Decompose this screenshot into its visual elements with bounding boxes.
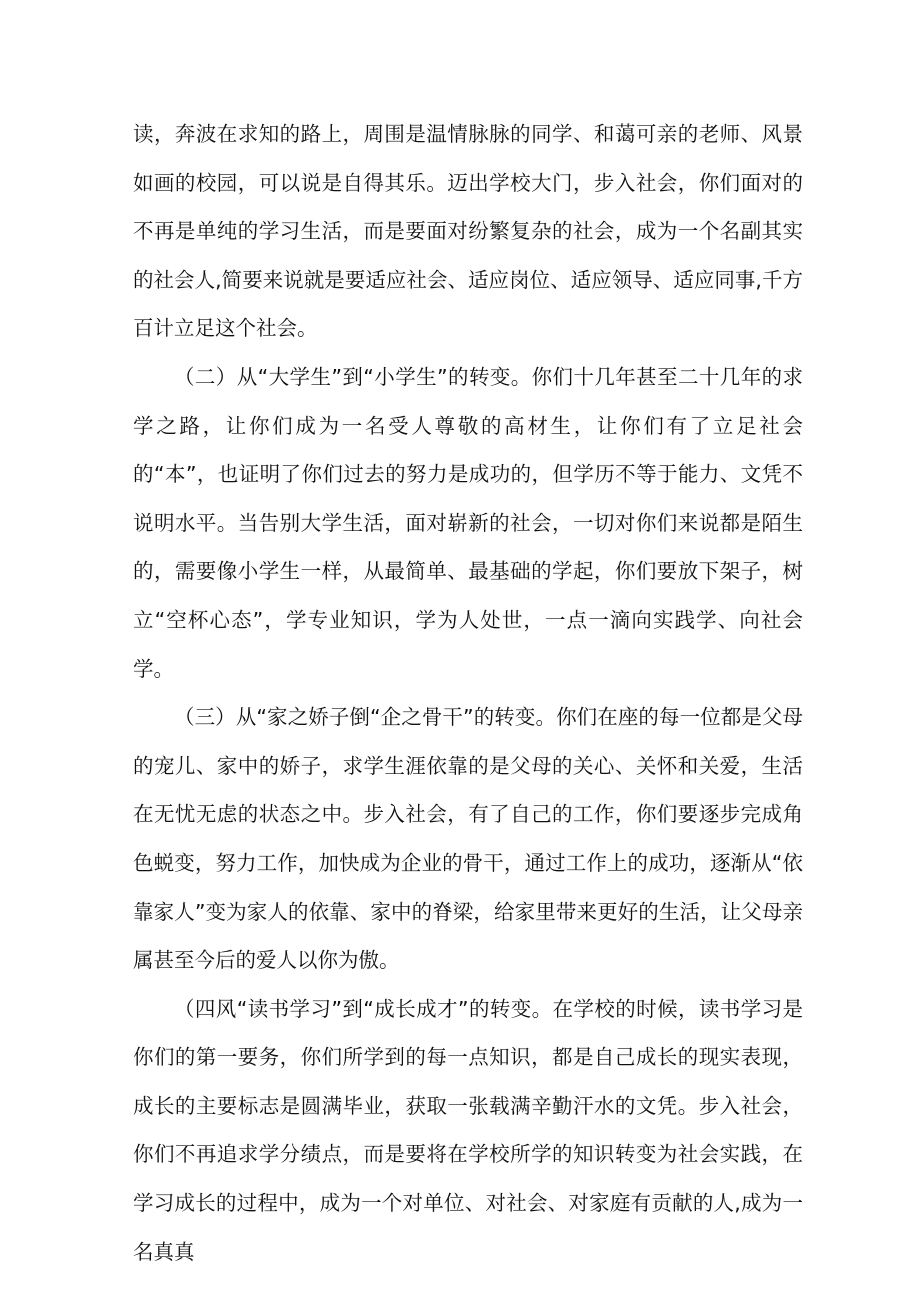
paragraph-section-4: （四风“读书学习”到“成长成才”的转变。在学校的时候，读书学习是你们的第一要务，你们所学到的每一点知识，都是自己成长的现实表现，成长的主要标志是圆满毕业，获取一张载满辛勤汗水的文凭。步入社会，你们不再追求学分绩点，而是要将在学校所学的知识转变为社会实践，在学习成长的过程中，成为一个对单位、对社会、对家庭有贡献的人,成为一名真真: [133, 996, 803, 1264]
paragraph-section-2: （二）从“大学生”到“小学生”的转变。你们十几年甚至二十几年的求学之路，让你们成为一名受人尊敬的高材生，让你们有了立足社会的“本”，也证明了你们过去的努力是成功的，但学历不等于能力、文凭不说明水平。当告别大学生活，面对崭新的社会，一切对你们来说都是陌生的，需要像小学生一样，从最简单、最基础的学起，你们要放下架子，树立“空杯心态”，学专业知识，学为人处世，一点一滴向实践学、向社会学。: [133, 364, 803, 681]
document-body: [133, 110, 803, 1276]
paragraph-continuation: 读，奔波在求知的路上，周围是温情脉脉的同学、和蔼可亲的老师、风景如画的校园，可以说是自得其乐。迈出学校大门，步入社会，你们面对的不再是单纯的学习生活，而是要面对纷繁复杂的社会，成为一个名副其实的社会人,简要来说就是要适应社会、适应岗位、适应领导、适应同事,千方百计立足这个社会。: [133, 122, 803, 341]
paragraph-section-3: （三）从“家之娇子倒“企之骨干”的转变。你们在座的每一位都是父母的宠儿、家中的娇子，求学生涯依靠的是父母的关心、关怀和关爱，生活在无忧无虑的状态之中。步入社会，有了自己的工作，你们要逐步完成角色蜕变，努力工作，加快成为企业的骨干，通过工作上的成功，逐渐从“依靠家人”变为家人的依靠、家中的脊梁，给家里带来更好的生活，让父母亲属甚至今后的爱人以你为傲。: [133, 705, 803, 973]
